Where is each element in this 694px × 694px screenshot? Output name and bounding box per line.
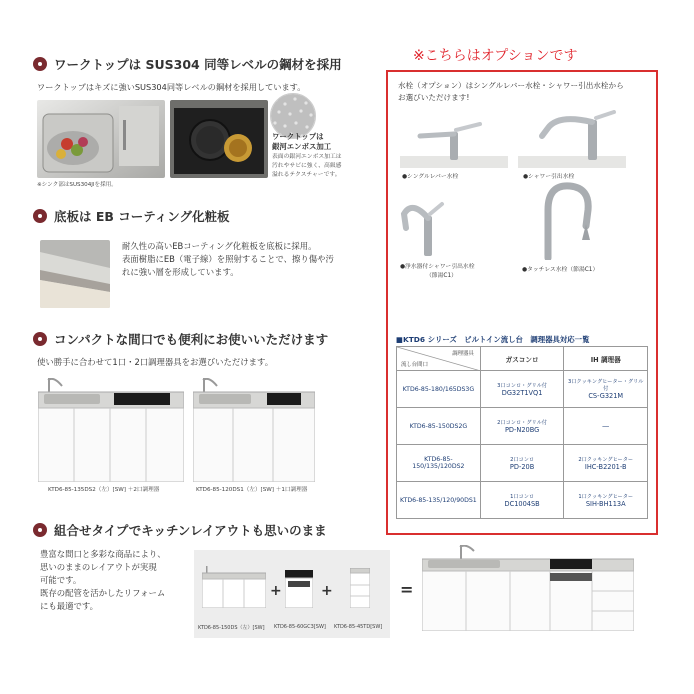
faucet-label-shower-pullout: ●シャワー引出水栓 — [523, 174, 575, 180]
compat-table-row — [397, 445, 648, 482]
combo-desc — [40, 548, 166, 613]
stove-photo — [170, 100, 268, 178]
faucet-label-line: ●浄水器付シャワー引出水栓 — [400, 264, 475, 270]
combo-desc-line: 既存の配管を活かしたリフォーム — [40, 588, 166, 598]
combo-desc-line: 豊富な間口と多彩な商品により、 — [40, 549, 166, 559]
ih-model: SIH-BH113A — [585, 499, 626, 508]
sink-photo — [37, 100, 165, 178]
corner-top-label: 調理器具 — [452, 351, 474, 357]
ih-type: 1口クッキングヒーター — [578, 493, 634, 500]
combo-section-header — [33, 521, 327, 539]
ih-model: IHC-B2201-B — [584, 462, 627, 471]
plus-sign-1: + — [270, 583, 282, 599]
worktop-section-header — [33, 55, 342, 73]
ih-type: 2口クッキングヒーター — [578, 456, 634, 463]
row-model-name: KTD6-85-150DS2G — [397, 408, 481, 445]
worktop-title: ワークトップは SUS304 同等レベルの鋼材を採用 — [54, 57, 342, 72]
gas-cell — [480, 408, 564, 445]
gas-type: 1口コンロ — [510, 493, 535, 500]
combo-sink-unit — [202, 566, 266, 608]
combo-title: 組合せタイプでキッチンレイアウトも思いのまま — [54, 523, 327, 538]
plus-sign-2: + — [321, 583, 333, 599]
gas-model: DC1004SB — [504, 499, 540, 508]
corner-bottom-label: 流し台間口 — [401, 362, 428, 368]
gas-type: 2口コンロ — [510, 456, 535, 463]
combo-desc-line: 思いのままのレイアウトが実現 — [40, 562, 157, 572]
section-bullet-icon — [33, 209, 47, 223]
emboss-desc-line: 溢れるテクスチャーです。 — [272, 172, 341, 179]
compact-caption-right: KTD6-85-120DS1（左）[SW] ＋1口調理器 — [196, 487, 308, 493]
section-bullet-icon — [33, 57, 47, 71]
kitchen-1burner-photo — [193, 378, 315, 482]
section-bullet-icon — [33, 523, 47, 537]
water-purifier-faucet-image — [398, 196, 460, 258]
emboss-desc — [272, 153, 342, 181]
bottom-board-desc-line: れに強い層を形成しています。 — [122, 267, 239, 277]
ih-model: ― — [602, 422, 610, 430]
shower-pullout-faucet-image — [518, 110, 626, 168]
gas-cell — [480, 482, 564, 519]
emboss-title — [272, 132, 331, 152]
compact-title: コンパクトな間口でも便利にお使いいただけます — [54, 332, 329, 347]
compat-table-row — [397, 371, 648, 408]
option-intro-line: お選びいただけます! — [398, 93, 470, 102]
compact-section-header — [33, 330, 328, 348]
compact-caption-left: KTD6-85-135DS2（左）[SW] ＋2口調理器 — [48, 487, 160, 493]
ih-cell — [564, 445, 648, 482]
combo-caption-1: KTD6-85-150DS（左）[SW] — [198, 625, 265, 631]
compat-table — [396, 346, 648, 519]
compat-table-title: ■KTD6 シリーズ ビルトイン流し台 調理器具対応一覧 — [396, 335, 590, 344]
emboss-title-line: ワークトップは — [272, 132, 324, 141]
gas-type: 2口コンロ・グリル付 — [497, 419, 548, 426]
corner-header-cell — [397, 347, 481, 371]
emboss-desc-line: 汚れやサビに強く、高級感 — [272, 163, 342, 170]
bottom-board-desc-line: 表面樹脂にEB（電子線）を照射することで、擦り傷や汚 — [122, 254, 334, 264]
option-intro-line: 水栓（オプション）はシングルレバー水栓・シャワー引出水栓から — [398, 81, 624, 90]
emboss-desc-line: 表面の銀河エンボス加工は — [272, 154, 342, 160]
ih-cell — [564, 371, 648, 408]
combo-caption-2: KTD6-85-60GC3[SW] — [274, 624, 326, 630]
row-model-name: KTD6-85-180/165DS3G — [397, 371, 481, 408]
row-model-name: KTD6-85-135/120/90DS1 — [397, 482, 481, 519]
gas-type: 3口コンロ・グリル付 — [497, 382, 548, 389]
combined-kitchen-photo — [422, 545, 634, 631]
compat-table-row — [397, 482, 648, 519]
row-model-name: KTD6-85-150/135/120DS2 — [397, 445, 481, 482]
gas-model: DG32T1VQ1 — [501, 388, 543, 397]
combo-desc-line: にも最適です。 — [40, 601, 98, 611]
combo-drawer-unit — [350, 568, 370, 608]
compat-table-row — [397, 408, 648, 445]
eb-board-photo — [40, 240, 110, 308]
kitchen-2burner-photo — [38, 378, 184, 482]
combo-caption-3: KTD6-85-45TD[SW] — [334, 624, 383, 630]
faucet-label-line: （節湯C1） — [426, 273, 457, 279]
gas-header: ガスコンロ — [480, 347, 564, 371]
ih-cell — [564, 482, 648, 519]
faucet-label-water-purifier — [400, 263, 475, 281]
ih-cell — [564, 408, 648, 445]
gas-model: PD-N20BG — [504, 425, 540, 434]
ih-header: IH 調理器 — [564, 347, 648, 371]
faucet-label-touchless: ●タッチレス水栓（節湯C1） — [522, 267, 599, 273]
combo-desc-line: 可能です。 — [40, 575, 82, 585]
option-note: ※こちらはオプションです — [413, 48, 578, 64]
bottom-board-desc-line: 耐久性の高いEBコーティング化粧板を底板に採用。 — [122, 241, 317, 251]
gas-cell — [480, 445, 564, 482]
compat-table-header — [397, 347, 648, 371]
equals-sign: = — [400, 580, 414, 599]
touchless-faucet-image — [530, 180, 600, 260]
bottom-board-title: 底板は EB コーティング化粧板 — [54, 209, 230, 224]
gas-cell — [480, 371, 564, 408]
ih-model: CS-G321M — [588, 392, 624, 400]
compact-desc: 使い勝手に合わせて1口・2口調理器具をお選びいただけます。 — [37, 357, 274, 367]
option-intro — [398, 80, 624, 104]
section-bullet-icon — [33, 332, 47, 346]
ih-type: 3口クッキングヒーター・グリル付 — [567, 379, 644, 392]
worktop-desc: ワークトップはキズに強いSUS304同等レベルの鋼材を採用しています。 — [37, 82, 306, 92]
emboss-title-line: 銀河エンボス加工 — [272, 142, 332, 151]
bottom-board-desc — [122, 240, 334, 279]
faucet-label-single-lever: ●シングルレバー水栓 — [402, 174, 459, 180]
combo-stove-unit — [285, 570, 313, 608]
bottom-board-section-header — [33, 207, 230, 225]
gas-model: PD-20B — [509, 462, 535, 471]
single-lever-faucet-image — [400, 118, 508, 168]
worktop-footnote: ※シンク部はSUS304Jlを採用。 — [37, 182, 117, 188]
